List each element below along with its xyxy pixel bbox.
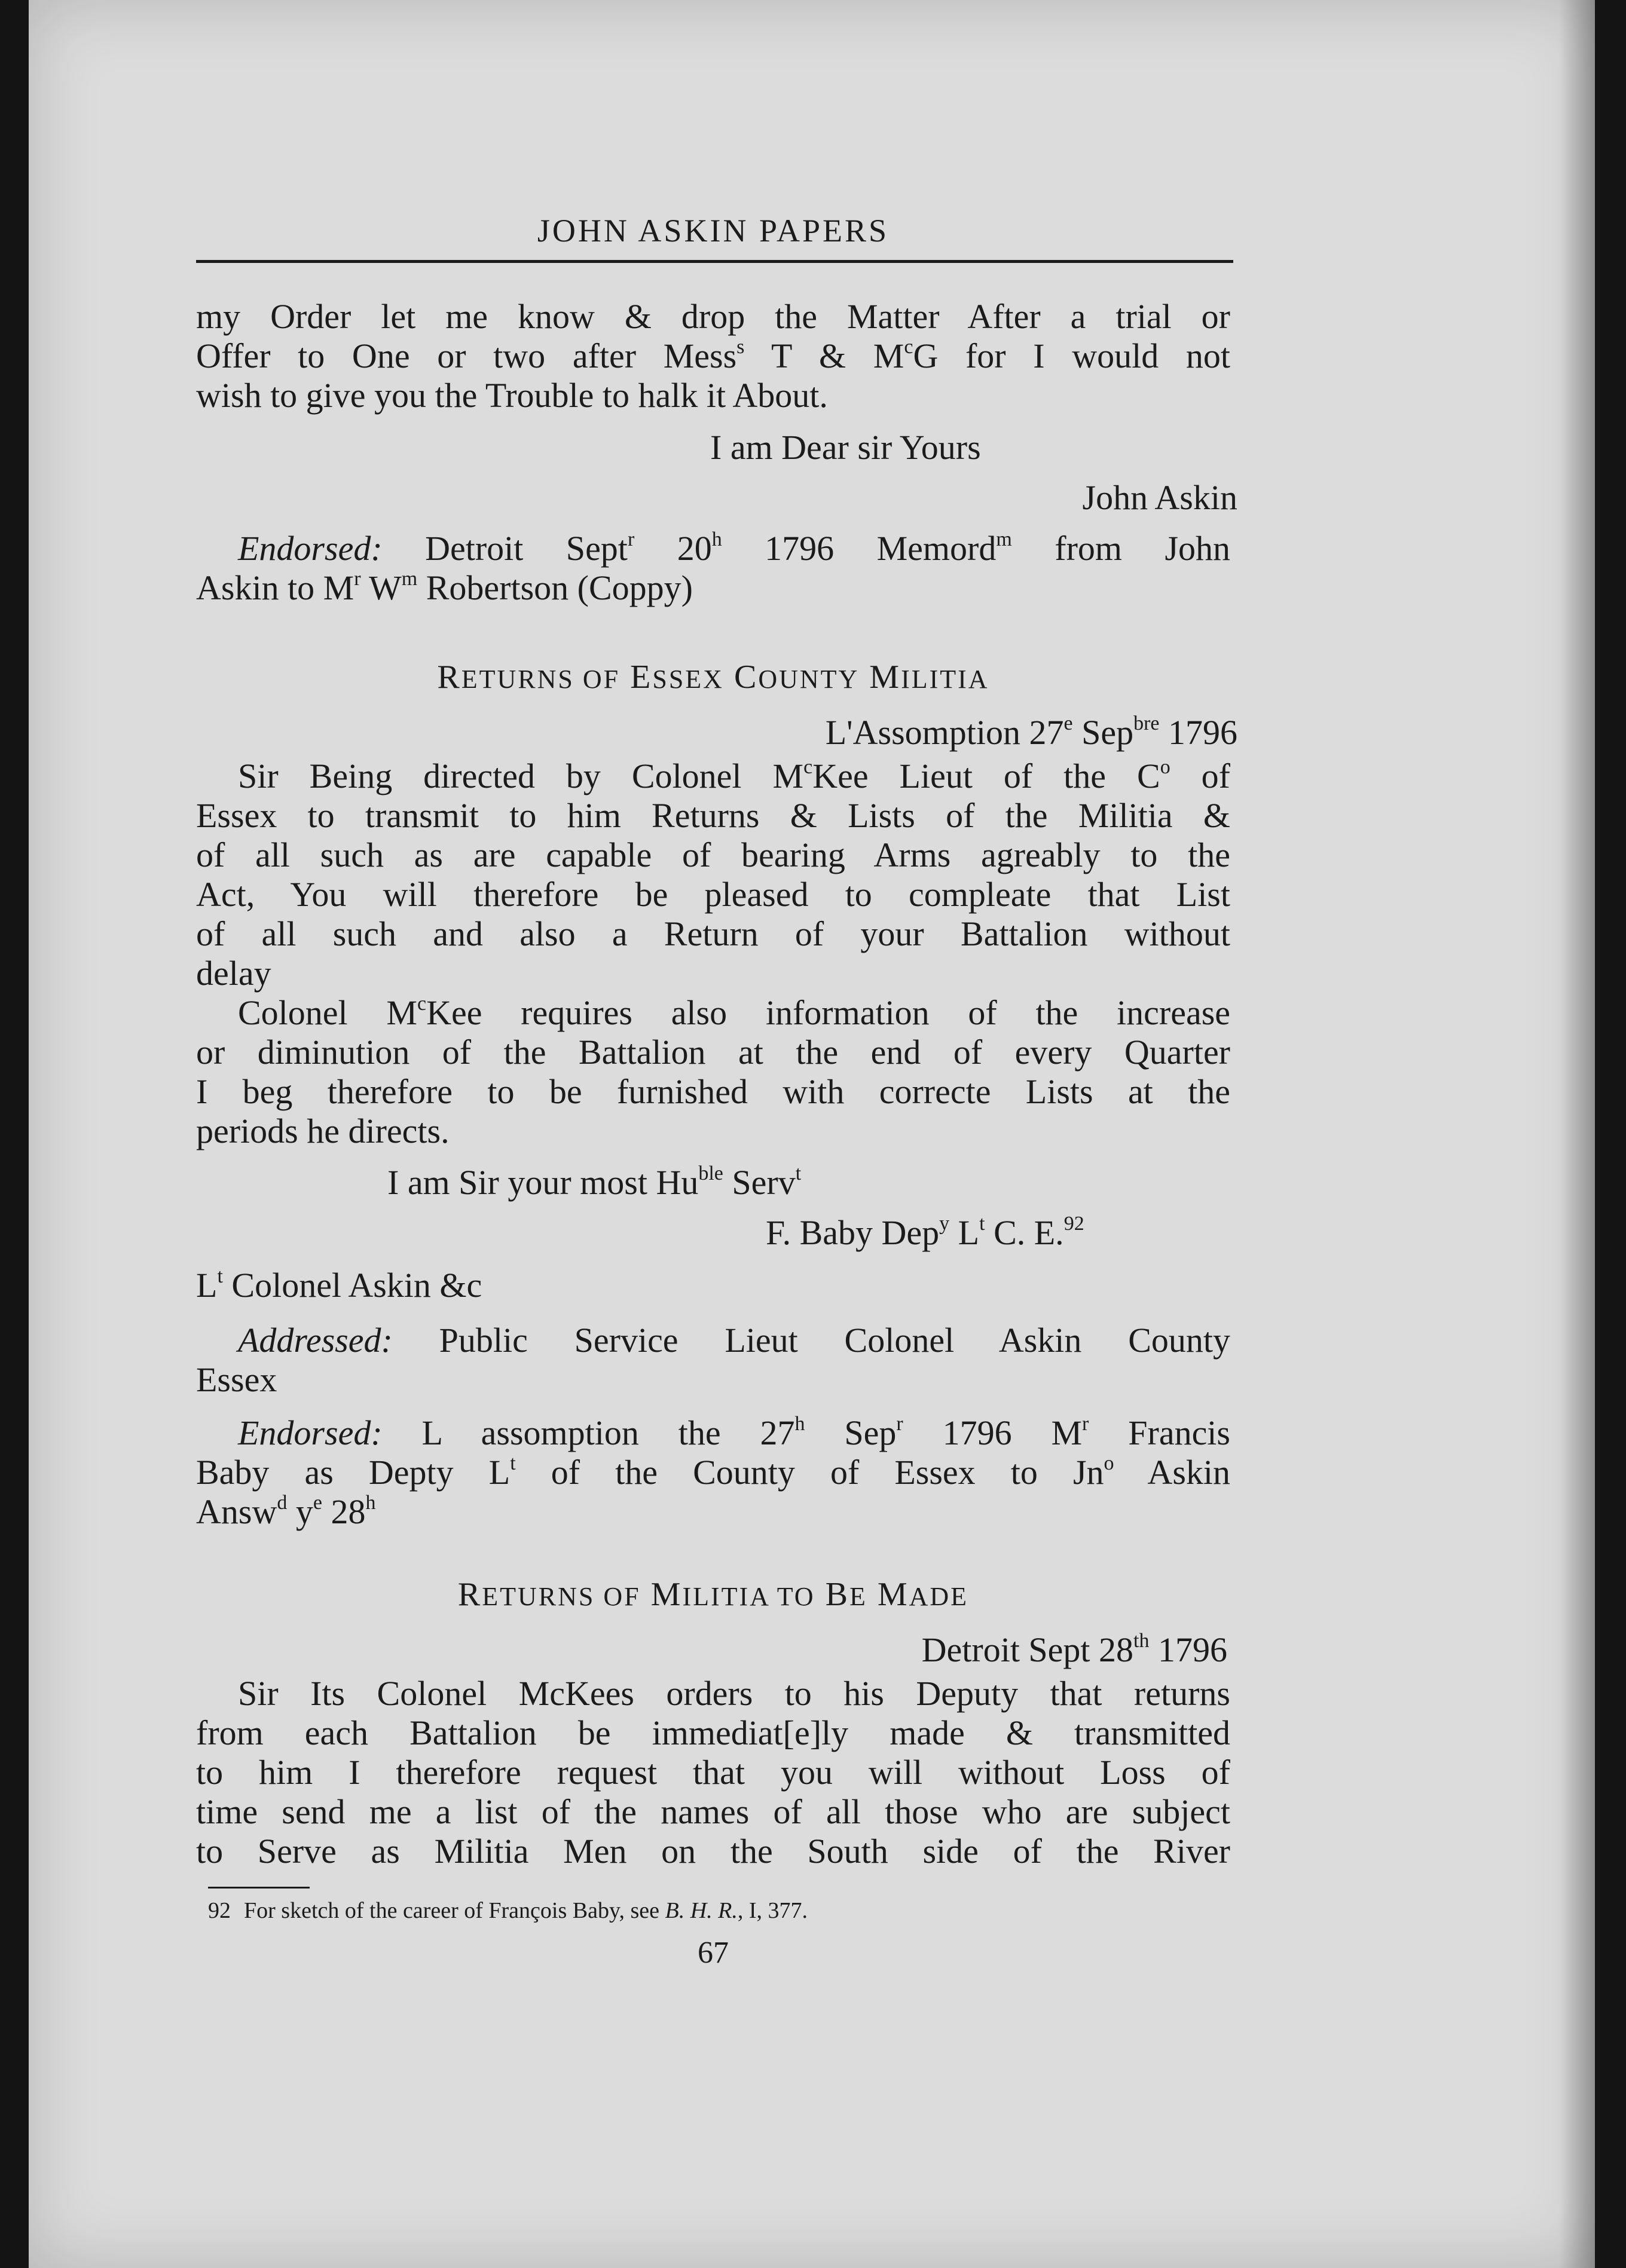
text-line: periods he directs. [196, 1112, 450, 1150]
section-title: RETURNS OF MILITIA TO BE MADE [457, 1576, 969, 1613]
footnote: 92 For sketch of the career of François Baby, see B. H. R., I, 377. [208, 1898, 808, 1923]
page-number: 67 [698, 1936, 729, 1970]
text-line: of all such and also a Return of your Battalion without [196, 914, 1230, 953]
text-line: delay [196, 954, 271, 993]
endorsement-line: Askin to $M^r$ $W^m$ Robertson (Coppy) [196, 568, 693, 607]
book-page [29, 0, 1595, 2268]
text-line: Sir Its Colonel McKees orders to his Deputy that returns [238, 1674, 1230, 1713]
text-line: I beg therefore to be furnished with correcte Lists at the [196, 1072, 1230, 1111]
header-rule [196, 260, 1233, 263]
running-header: JOHN ASKIN PAPERS [537, 213, 890, 249]
text-line: Offer to One or two after Mess$^s$ T & $M^cG$ for I would not [196, 336, 1230, 375]
address-line: Essex [196, 1360, 277, 1399]
dateline: L'Assomption 27e Sep$^{bre}$ 1796 [825, 712, 1237, 752]
text-line: to him I therefore request that you will without Loss of [196, 1753, 1230, 1792]
text-line: wish to give you the Trouble to halk it About. [196, 376, 828, 415]
text-line: from each Battalion be immediat[e]ly made & transmitted [196, 1713, 1230, 1752]
footnote-rule [208, 1887, 310, 1889]
endorsement-line: Endorsed: L assomption the 27$^h$ Sep$^r$ 1796 $M^r$ Francis [238, 1413, 1230, 1452]
endorsement-line: Baby as Depty $L^t$ of the County of Essex to Jn$^o$ Askin [196, 1452, 1231, 1492]
text-line: my Order let me know & drop the Matter After a trial or [196, 297, 1230, 336]
dateline: Detroit Sept 28th 1796 [921, 1630, 1227, 1669]
text-line: to Serve as Militia Men on the South side of the River [196, 1832, 1230, 1871]
address-line: Addressed: Public Service Lieut Colonel Askin County [238, 1321, 1230, 1360]
letter-signature: John Askin [1082, 478, 1237, 517]
text-line: Sir Being directed by Colonel $M^cKee$ Lieut of the $C^o$ of [238, 756, 1230, 795]
text-line: Act, You will therefore be pleased to compleate that List [196, 875, 1230, 914]
letter-signature: F. Baby Dep$^y$ $L^t$ C. E.$^{92}$ [766, 1213, 1084, 1252]
text-line: Essex to transmit to him Returns & Lists of the Militia & [196, 796, 1230, 835]
endorsement-line: Endorsed: Detroit Sept$^r$ 20$^h$ 1796 Memord$^m$ from John [238, 528, 1231, 568]
text-line: or diminution of the Battalion at the end of every Quarter [196, 1033, 1230, 1072]
text-line: of all such as are capable of bearing Arms agreably to the [196, 835, 1230, 874]
footnote-number: 92 [208, 1898, 231, 1923]
text-line: time send me a list of the names of all those who are subject [196, 1792, 1230, 1831]
footnote-ref: 92 [1063, 1213, 1084, 1235]
letter-closing: I am Dear sir Yours [710, 428, 981, 467]
text-line: Colonel $M^cKee$ requires also information of the increase [238, 993, 1231, 1032]
recipient-line: $L^t$ Colonel Askin &c [196, 1265, 482, 1305]
endorsement-line: Answ$^d$ $y^e$ 28$^h$ [196, 1492, 376, 1531]
letter-closing: I am Sir your most $Hu^{ble}$ Serv$^t$ [387, 1162, 802, 1202]
section-title: RETURNS OF ESSEX COUNTY MILITIA [437, 659, 989, 696]
